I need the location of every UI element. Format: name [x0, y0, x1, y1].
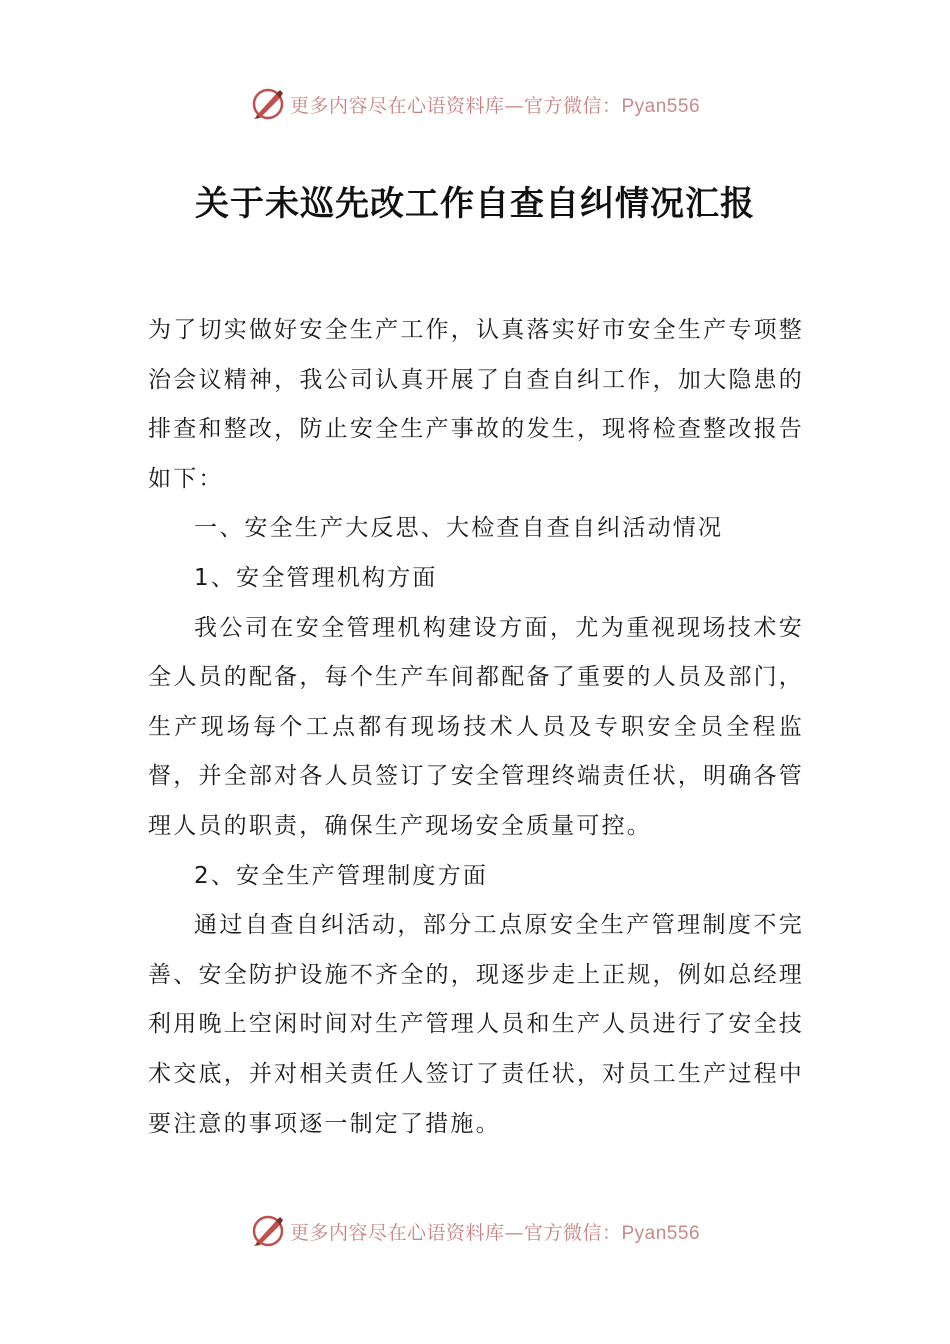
body-paragraph-2: 通过自查自纠活动，部分工点原安全生产管理制度不完善、安全防护设施不齐全的，现逐步走上正规，例如总经理利用晚上空闲时间对生产管理人员和生产人员进行了安全技术交底，并对相关责任人签订了责任状，对员工生产过程中要注意的事项逐一制定了措施。 — [148, 912, 804, 1137]
document-body — [148, 306, 804, 1149]
intro-paragraph: 为了切实做好安全生产工作，认真落实好市安全生产专项整治会议精神，我公司认真开展了自查自纠工作，加大隐患的排查和整改，防止安全生产事故的发生，现将检查整改报告如下： — [148, 317, 804, 492]
pen-logo-icon — [250, 86, 286, 122]
watermark-handle: Pyan556 — [621, 1222, 701, 1244]
watermark-handle: Pyan556 — [621, 95, 701, 117]
body-paragraph-1: 我公司在安全管理机构建设方面，尤为重视现场技术安全人员的配备，每个生产车间都配备了重要的人员及部门，生产现场每个工点都有现场技术人员及专职安全员全程监督，并全部对各人员签订了安全管理终端责任状，明确各管理人员的职责，确保生产现场安全质量可控。 — [148, 614, 804, 839]
watermark-text: 更多内容尽在心语资料库—官方微信：Pyan556 — [289, 94, 701, 117]
header-watermark — [0, 84, 950, 124]
subsection-heading-1: 1、安全管理机构方面 — [194, 564, 438, 591]
document-title: 关于未巡先改工作自查自纠情况汇报 — [195, 184, 755, 224]
section-heading-1: 一、安全生产大反思、大检查自查自纠活动情况 — [194, 515, 724, 542]
watermark-text: 更多内容尽在心语资料库—官方微信：Pyan556 — [289, 1221, 701, 1244]
pen-logo-icon — [250, 1213, 286, 1249]
footer-watermark — [0, 1211, 950, 1251]
subsection-heading-2: 2、安全生产管理制度方面 — [194, 862, 489, 889]
